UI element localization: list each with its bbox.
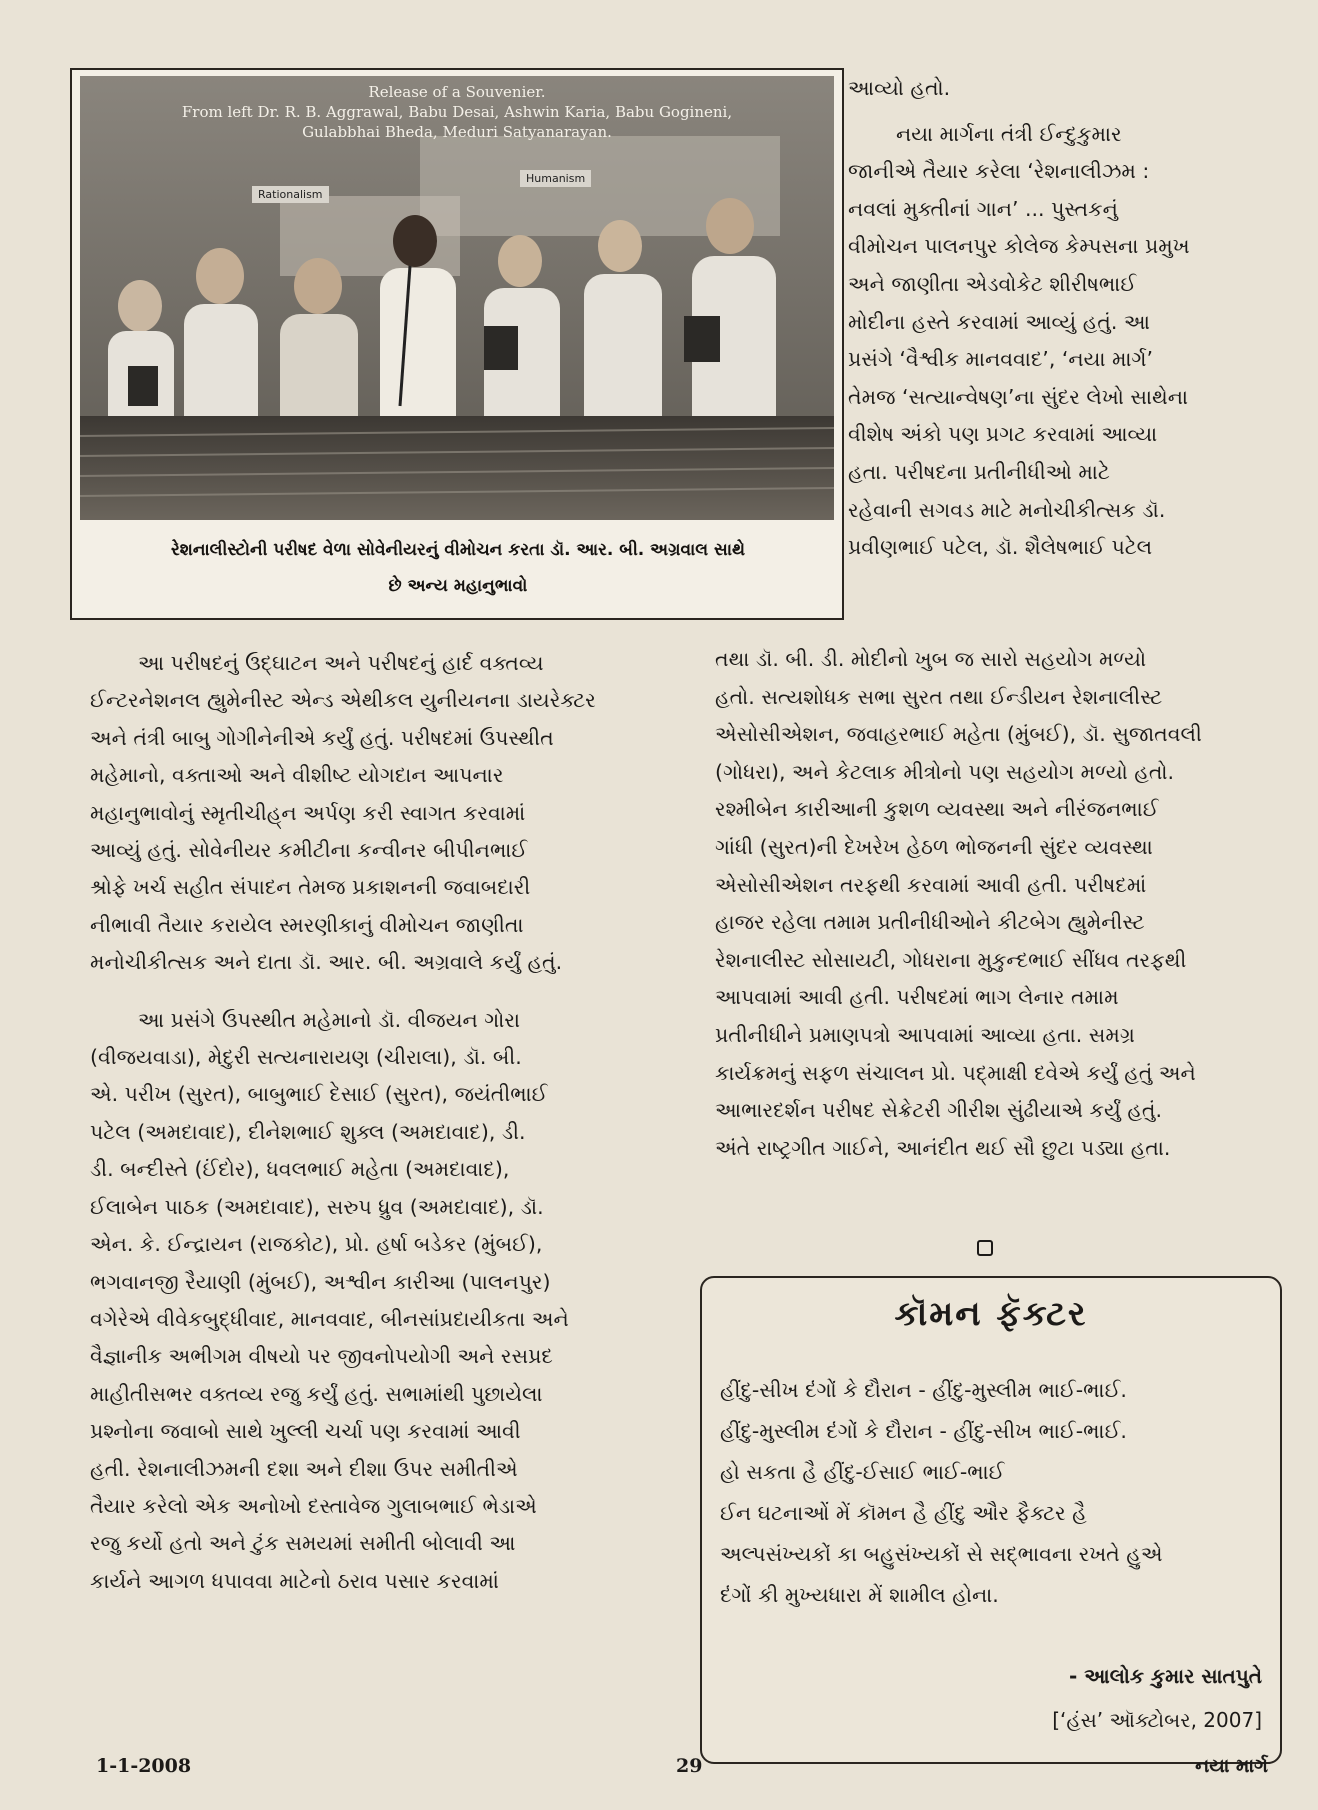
caption-line: રેશનાલીસ્ટોની પરીષદ વેળા સોવેનીયરનું વીમોચન કરતા ડૉ. આર. બી. અગ્રવાલ સાથે: [170, 540, 746, 560]
text-line: પ્રવીણભાઈ પટેલ, ડૉ. શૈલેષભાઈ પટેલ: [848, 535, 1153, 560]
factor-line: હો સકતા હૈ હીંદુ-ઈસાઈ ભાઈ-ભાઈ: [720, 1460, 1005, 1484]
right-column-top: [848, 70, 1278, 567]
text-line: એન. કે. ઈન્દ્રાયન (રાજકોટ), પ્રો. હર્ષા બડેકર (મુંબઈ),: [90, 1232, 543, 1257]
caption-line: Gulabbhai Bheda, Meduri Satyanarayan.: [302, 123, 612, 141]
page-number: 29: [676, 1755, 703, 1777]
text-line: એસોસીએશન તરફથી કરવામાં આવી હતી. પરીષદમાં: [715, 872, 1147, 897]
text-line: આવ્યું હતું. સોવેનીયર કમીટીના કન્વીનર બીપીનભાઈ: [90, 838, 528, 863]
text-line: હતો. સત્યશોધક સભા સુરત તથા ઈન્ડીયન રેશનાલીસ્ટ: [715, 684, 1163, 709]
text-line: વીમોચન પાલનપુર કોલેજ કેમ્પસના પ્રમુખ: [848, 234, 1190, 259]
text-line: નીભાવી તૈયાર કરાયેલ સ્મરણીકાનું વીમોચન જાણીતા: [90, 912, 524, 937]
photo-caption-gujarati: [88, 532, 828, 604]
text-line: આભારદર્શન પરીષદ સેક્રેટરી ગીરીશ સુંઢીયાએ કર્યું હતું.: [715, 1098, 1163, 1123]
factor-line: હીંદુ-મુસ્લીમ દંગોં કે દૌરાન - હીંદુ-સીખ ભાઈ-ભાઈ.: [720, 1419, 1127, 1443]
text-line: કાર્યક્રમનું સફળ સંચાલન પ્રો. પદ્‌માક્ષી દવેએ કર્યું હતું અને: [715, 1060, 1196, 1085]
text-line: આવ્યો હતો.: [848, 76, 951, 100]
paragraph-gap: [90, 982, 672, 1002]
text-line: અને જાણીતા એડવોકેટ શીરીષભાઈ: [848, 271, 1137, 296]
text-line: આ પરીષદનું ઉદ્‌ઘાટન અને પરીષદનું હાર્દ વક્તવ્ય: [138, 651, 544, 675]
banner-humanism: Humanism: [520, 170, 591, 187]
text-line: મહાનુભાવોનું સ્મૃતીચીહ્‌ન અર્પણ કરી સ્વાગત કરવામાં: [90, 800, 526, 825]
factor-line: ઈન ઘટનાઓં મેં કૉમન હૈ હીંદુ ઔર ફૈક્ટર હૈ: [720, 1501, 1087, 1525]
text-line: એસોસીએશન, જવાહરભાઈ મહેતા (મુંબઈ), ડૉ. સુજાતવલી: [715, 722, 1202, 747]
text-line: મનોચીકીત્સક અને દાતા ડૉ. આર. બી. અગ્રવાલે કર્યું હતું.: [90, 950, 563, 975]
factor-body: [720, 1370, 1268, 1616]
text-line: એ. પરીખ (સુરત), બાબુભાઈ દેસાઈ (સુરત), જયંતીભાઈ: [90, 1082, 548, 1107]
text-line: મોદીના હસ્તે કરવામાં આવ્યું હતું. આ: [848, 309, 1150, 334]
text-line: નયા માર્ગના તંત્રી ઈન્દુકુમાર: [896, 121, 1122, 146]
text-line: ડી. બન્દીસ્તે (ઈંદોર), ધવલભાઈ મહેતા (અમદાવાદ),: [90, 1157, 510, 1182]
text-line: તૈયાર કરેલો એક અનોખો દસ્તાવેજ ગુલાબભાઈ ભેડાએ: [90, 1493, 537, 1518]
text-line: ઈન્ટરનેશનલ હ્યુમેનીસ્ટ એન્ડ એથીકલ યુનીયનના ડાયરેક્ટર: [90, 688, 596, 713]
text-line: હતા. પરીષદના પ્રતીનીધીઓ માટે: [848, 459, 1110, 484]
article-end-mark: [977, 1240, 993, 1256]
photo-frame: [70, 68, 844, 620]
text-line: જાનીએ તૈયાર કરેલા ‘રેશનાલીઝમ :: [848, 159, 1150, 184]
text-line: ઈલાબેન પાઠક (અમદાવાદ), સરુપ ધ્રુવ (અમદાવાદ), ડૉ.: [90, 1194, 544, 1219]
footer-date: 1-1-2008: [96, 1755, 192, 1777]
photo-caption-english: [80, 82, 834, 142]
text-line: આપવામાં આવી હતી. પરીષદમાં ભાગ લેનાર તમામ: [715, 985, 1119, 1010]
text-line: અંતે રાષ્ટ્રગીત ગાઈને, આનંદીત થઈ સૌ છુટા પડ્યા હતા.: [715, 1135, 1171, 1160]
text-line: (ગોધરા), અને કેટલાક મીત્રોનો પણ સહયોગ મળ્યો હતો.: [715, 759, 1175, 784]
caption-line: Release of a Souvenier.: [368, 83, 546, 101]
text-line: (વીજયવાડા), મેદુરી સત્યનારાયણ (ચીરાલા), ડૉ. બી.: [90, 1045, 522, 1070]
text-line: મહેમાનો, વક્તાઓ અને વીશીષ્ટ યોગદાન આપનાર: [90, 763, 504, 788]
text-line: ગાંધી (સુરત)ની દેખરેખ હેઠળ ભોજનની સુંદર વ્યવસ્થા: [715, 834, 1153, 859]
factor-title: કૉમન ફૅક્ટર: [894, 1294, 1088, 1334]
left-column: [90, 645, 672, 1600]
text-line: તથા ડૉ. બી. ડી. મોદીનો ખુબ જ સારો સહયોગ મળ્યો: [715, 647, 1147, 671]
factor-author: - આલોક કુમાર સાતપુતે: [1069, 1664, 1262, 1688]
text-line: વગેરેએ વીવેકબુદ્ધીવાદ, માનવવાદ, બીનસાંપ્રદાયીકતા અને: [90, 1306, 569, 1331]
text-line: રેશનાલીસ્ટ સોસાયટી, ગોધરાના મુકુન્દભાઈ સીંધવ તરફથી: [715, 947, 1187, 972]
text-line: હાજર રહેલા તમામ પ્રતીનીધીઓને કીટબેગ હ્યુમેનીસ્ટ: [715, 910, 1145, 935]
text-line: રહેવાની સગવડ માટે મનોચીકીત્સક ડૉ.: [848, 497, 1166, 522]
text-line: માહીતીસભર વક્તવ્ય રજુ કર્યું હતું. સભામાંથી પુછાયેલા: [90, 1381, 543, 1406]
factor-source: [‘હંસ’ ઑક્ટોબર, 2007]: [1052, 1708, 1262, 1732]
right-column-middle: [715, 641, 1285, 1167]
photo-illustration: [80, 76, 834, 520]
text-line: તેમજ ‘સત્યાન્વેષણ’ના સુંદર લેખો સાથેના: [848, 384, 1188, 409]
text-line: રજુ કર્યો હતો અને ટુંક સમયમાં સમીતી બોલાવી આ: [90, 1531, 516, 1556]
factor-line: દંગોં કી મુખ્યધારા મેં શામીલ હોના.: [720, 1583, 999, 1607]
text-line: નવલાં મુક્તીનાં ગાન’ ... પુસ્તકનું: [848, 196, 1118, 221]
common-factor-box: [700, 1276, 1282, 1764]
text-line: આ પ્રસંગે ઉપસ્થીત મહેમાનો ડૉ. વીજયન ગોરા: [138, 1007, 520, 1032]
text-line: શ્રોફે ખર્ચ સહીત સંપાદન તેમજ પ્રકાશનની જવાબદારી: [90, 875, 531, 900]
text-line: પ્રસંગે ‘વૈશ્વીક માનવવાદ’, ‘નયા માર્ગ’: [848, 347, 1153, 372]
text-line: પ્રશ્નોના જવાબો સાથે ખુલ્લી ચર્ચા પણ કરવામાં આવી: [90, 1419, 521, 1444]
text-line: ભગવાનજી રૈયાણી (મુંબઈ), અશ્વીન કારીઆ (પાલનપુર): [90, 1269, 551, 1294]
text-line: હતી. રેશનાલીઝમની દશા અને દીશા ઉપર સમીતીએ: [90, 1456, 518, 1481]
caption-line: છે અન્ય મહાનુભાવો: [388, 576, 528, 596]
text-line: વીશેષ અંકો પણ પ્રગટ કરવામાં આવ્યા: [848, 422, 1158, 447]
banner-rationalism: Rationalism: [252, 186, 329, 203]
factor-line: હીંદુ-સીખ દંગોં કે દૌરાન - હીંદુ-મુસ્લીમ ભાઈ-ભાઈ.: [720, 1378, 1127, 1402]
text-line: કાર્યને આગળ ધપાવવા માટેનો ઠરાવ પસાર કરવામાં: [90, 1568, 499, 1593]
text-line: પટેલ (અમદાવાદ), દીનેશભાઈ શુક્લ (અમદાવાદ), ડી.: [90, 1119, 526, 1144]
text-line: રશ્મીબેન કારીઆની કુશળ વ્યવસ્થા અને નીરંજનભાઈ: [715, 797, 1159, 822]
event-photo: [80, 76, 834, 520]
text-line: પ્રતીનીધીને પ્રમાણપત્રો આપવામાં આવ્યા હતા. સમગ્ર: [715, 1022, 1135, 1047]
magazine-name: નયા માર્ગ: [1195, 1755, 1268, 1777]
factor-line: અલ્પસંખ્યકોં કા બહુસંખ્યકોં સે સદ્‌ભાવના રખતે હુએ: [720, 1542, 1163, 1566]
text-line: અને તંત્રી બાબુ ગોગીનેનીએ કર્યું હતું. પરીષદમાં ઉપસ્થીત: [90, 725, 554, 750]
caption-line: From left Dr. R. B. Aggrawal, Babu Desai, Ashwin Karia, Babu Gogineni,: [181, 103, 733, 121]
text-line: વૈજ્ઞાનીક અભીગમ વીષયો પર જીવનોપયોગી અને રસપ્રદ: [90, 1344, 553, 1369]
